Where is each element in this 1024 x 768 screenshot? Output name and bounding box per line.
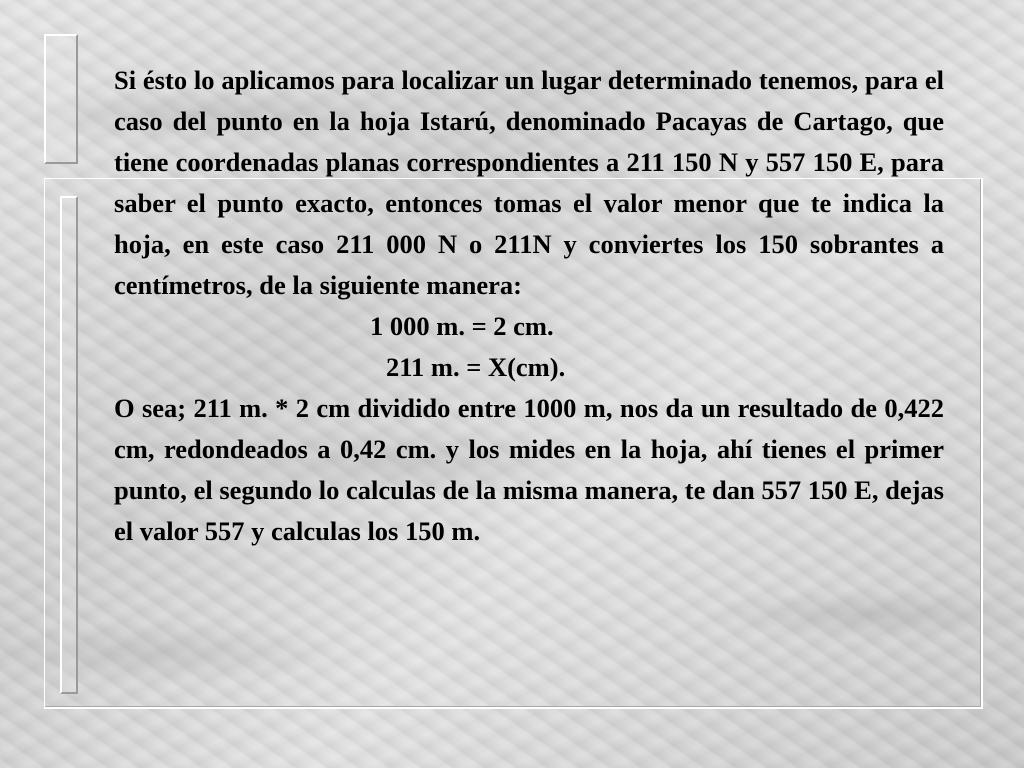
equation-unknown: 211 m. = X(cm). bbox=[386, 352, 566, 382]
paragraph-intro: Si ésto lo aplicamos para localizar un lugar determinado tenemos, para el caso del punto en la hoja Istarú, denominado Pacayas de Cartago, que tiene coordenadas planas correspondientes a 211 150 N y 557 150 E, para saber el punto exacto, entonces tomas el valor menor que te indica la hoja, en este caso 211 000 N o 211N y conviertes los 150 sobrantes a centímetros, de la siguiente manera: bbox=[114, 65, 944, 300]
equation-conversion: 1 000 m. = 2 cm. bbox=[370, 311, 554, 341]
decorative-bar-top bbox=[44, 34, 78, 164]
slide-body bbox=[114, 60, 944, 552]
paragraph-result: O sea; 211 m. * 2 cm dividido entre 1000 m, nos da un resultado de 0,422 cm, redondeados a 0,42 cm. y los mides en la hoja, ahí tienes el primer punto, el segundo lo calculas de la misma manera, te dan 557 150 E, dejas el valor 557 y calculas los 150 m. bbox=[114, 393, 944, 546]
